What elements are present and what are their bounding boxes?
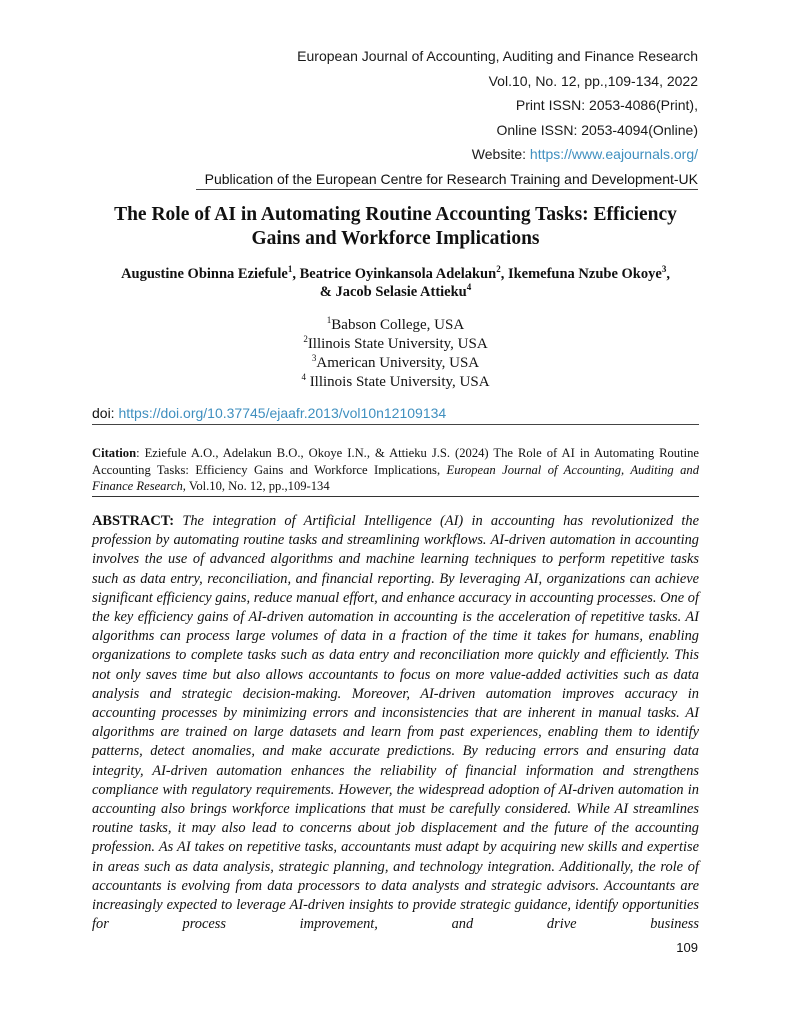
affiliation-sup: 2 xyxy=(303,334,308,344)
paper-title xyxy=(92,203,699,251)
title-line-2: Gains and Workforce Implications xyxy=(251,228,540,249)
abstract-text: The integration of Artificial Intelligence (AI) in accounting has revolutionized the profession by automating routine tasks and streamlining workflows. AI-driven automation in accounting involves the use of advanced algorithms and machine learning techniques to perform repetitive tasks such as data entry, reconciliation, and financial reporting. By leveraging AI, organizations can achieve significant efficiency gains, reduce manual effort, and enhance accuracy in accounting processes. One of the key efficiency gains of AI-driven automation in accounting is the acceleration of repetitive tasks. AI algorithms can process large volumes of data in a fraction of the time it takes for humans, enabling organizations to complete tasks such as data entry and reconciliation more quickly and efficiently. This not only saves time but also allows accountants to focus on more value-added activities such as data analysis and strategic decision-making. Moreover, AI-driven automation improves accuracy in accounting processes by minimizing errors and inconsistencies that are inherent in manual tasks. AI algorithms are trained on large datasets and learn from past experiences, enabling them to identify patterns, detect anomalies, and make accurate predictions. By reducing errors and ensuring data integrity, AI-driven automation enhances the reliability of financial information and strengthens compliance with regulatory requirements. However, the widespread adoption of AI-driven automation in accounting also brings workforce implications that must be carefully considered. While AI streamlines routine tasks, it may also lead to concerns about job displacement and the future of the accounting profession. As AI takes on repetitive tasks, accountants must adapt by acquiring new skills and expertise in areas such as data analysis, strategic planning, and technology integration. Additionally, the role of accountants is evolving from data processors to data analysts and strategic advisors. Accountants are increasingly expected to leverage AI-driven insights to provide strategic guidance, identify opportunities for process improvement, and drive business xyxy=(92,513,699,933)
publisher-line: Publication of the European Centre for Research Training and Development-UK xyxy=(196,171,698,190)
author-sep: , xyxy=(500,266,508,282)
affiliation-text: Illinois State University, USA xyxy=(307,336,488,352)
author-sup: 4 xyxy=(466,282,472,293)
author xyxy=(121,266,300,282)
abstract-label: ABSTRACT: xyxy=(92,513,175,529)
author-list xyxy=(92,265,699,301)
citation-label: Citation xyxy=(92,446,137,460)
doi-link[interactable]: https://doi.org/10.37745/ejaafr.2013/vol10n12109134 xyxy=(118,405,447,421)
website-link[interactable]: https://www.eajournals.org/ xyxy=(529,146,698,162)
author-name: Ikemefuna Nzube Okoye xyxy=(507,266,662,282)
author-name: & Jacob Selasie Attieku xyxy=(319,284,467,300)
citation-tail: Vol.10, No. 12, pp.,109-134 xyxy=(185,479,330,493)
affiliations xyxy=(92,316,699,392)
author-name: Beatrice Oyinkansola Adelakun xyxy=(299,266,497,282)
author-name: Augustine Obinna Eziefule xyxy=(121,266,288,282)
abstract-block xyxy=(92,512,699,934)
page-number: 109 xyxy=(676,940,698,955)
author-sup: 3 xyxy=(661,264,667,275)
website-line xyxy=(297,142,698,167)
affiliation-sup: 1 xyxy=(326,315,332,325)
volume-info: Vol.10, No. 12, pp.,109-134, 2022 xyxy=(488,72,698,89)
author xyxy=(508,266,670,282)
affiliation-sup: 3 xyxy=(311,353,317,363)
citation-journal: European Journal of Accounting, Auditing and Finance Research, xyxy=(92,462,699,493)
journal-header xyxy=(297,44,698,167)
affiliation xyxy=(92,316,699,335)
affiliation-text: Babson College, USA xyxy=(331,317,465,333)
doi-line xyxy=(92,405,699,425)
affiliation xyxy=(92,373,699,392)
doi-label: doi: xyxy=(92,405,119,421)
author-sep: , xyxy=(666,266,670,282)
author xyxy=(320,284,472,300)
affiliation xyxy=(92,335,699,354)
author xyxy=(300,266,508,282)
affiliation xyxy=(92,354,699,373)
online-issn: Online ISSN: 2053-4094(Online) xyxy=(496,121,698,138)
author-sep: , xyxy=(292,266,300,282)
author-sup: 2 xyxy=(496,264,501,275)
affiliation-text: Illinois State University, USA xyxy=(305,374,490,390)
author-sup: 1 xyxy=(287,264,293,275)
print-issn: Print ISSN: 2053-4086(Print), xyxy=(515,97,698,113)
website-label: Website: xyxy=(471,146,530,162)
citation-block xyxy=(92,445,699,497)
title-line-1: The Role of AI in Automating Routine Accounting Tasks: Efficiency xyxy=(114,204,677,225)
citation-text: : Eziefule A.O., Adelakun B.O., Okoye I.N., & Attieku J.S. (2024) The Role of AI in Automating Routine Accounting Tasks: Efficiency Gains and Workforce Implications, xyxy=(92,446,699,477)
journal-name: European Journal of Accounting, Auditing and Finance Research xyxy=(297,48,698,64)
affiliation-text: American University, USA xyxy=(316,355,480,371)
affiliation-sup: 4 xyxy=(301,372,306,382)
